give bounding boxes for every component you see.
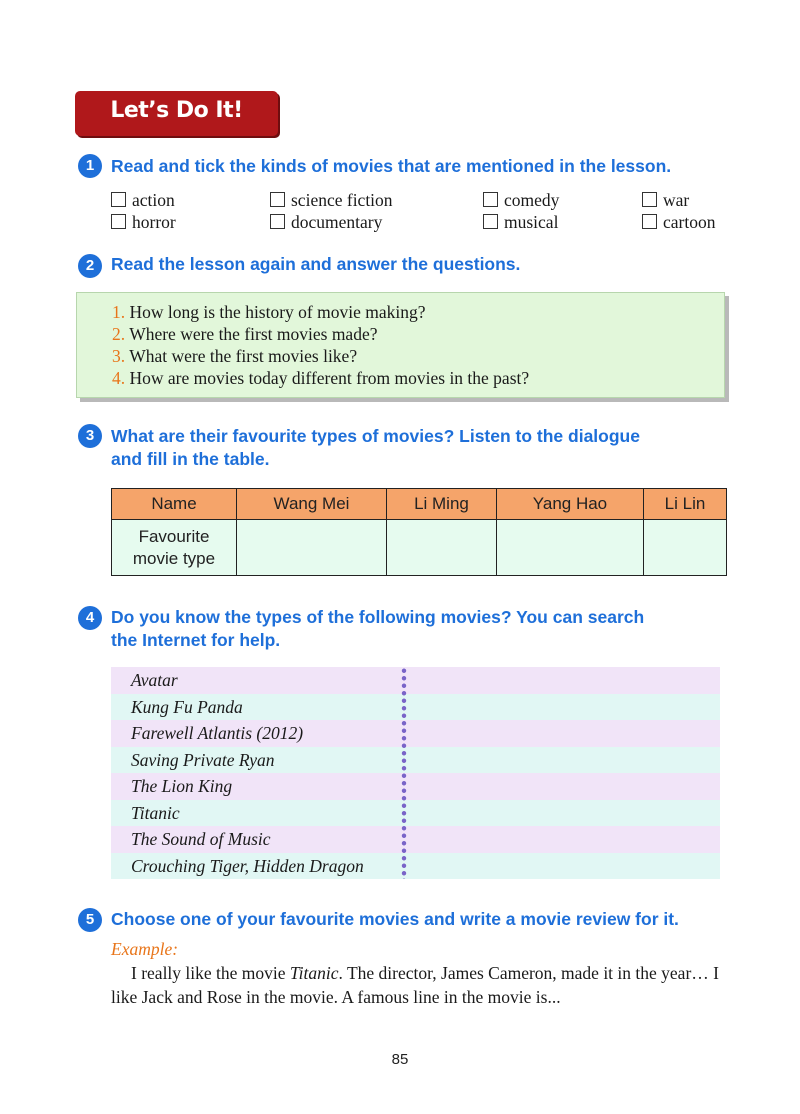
question-5-number: 5: [78, 908, 102, 932]
checkbox[interactable]: [111, 192, 126, 207]
question-line: 3. What were the first movies like?: [112, 346, 358, 366]
question-3-number: 3: [78, 424, 102, 448]
header-cell: Yang Hao: [496, 489, 643, 520]
answer-cell-li-lin[interactable]: [644, 520, 727, 576]
checkbox-item-horror[interactable]: horror: [111, 211, 176, 233]
questions-box: [76, 292, 725, 398]
answer-cell-wang-mei[interactable]: [237, 520, 387, 576]
page-number: 85: [391, 1051, 409, 1068]
table-row: [112, 520, 727, 576]
movie-row: Farewell Atlantis (2012): [111, 720, 720, 747]
checkbox-item-comedy[interactable]: comedy: [483, 189, 559, 211]
checkbox[interactable]: [270, 192, 285, 207]
banner-title: Let’s Do It!: [110, 98, 243, 123]
question-5-title: Choose one of your favourite movies and write a movie review for it.: [111, 909, 679, 929]
row-label: Favourite movie type: [112, 520, 237, 576]
example-label: Example:: [111, 939, 179, 959]
movie-row: The Lion King: [111, 773, 720, 800]
header-cell: Li Ming: [387, 489, 497, 520]
question-4-title: Do you know the types of the following movies? You can search the Internet for help.: [111, 607, 645, 650]
checkbox-item-science-fiction[interactable]: science fiction: [270, 189, 393, 211]
checkbox[interactable]: [642, 214, 657, 229]
answer-cell-li-ming[interactable]: [387, 520, 497, 576]
movie-row: Kung Fu Panda: [111, 694, 720, 721]
header-cell: Wang Mei: [237, 489, 387, 520]
movie-row: Titanic: [111, 800, 720, 827]
checkbox[interactable]: [642, 192, 657, 207]
checkbox-item-cartoon[interactable]: cartoon: [642, 211, 715, 233]
question-1-title: Read and tick the kinds of movies that are mentioned in the lesson.: [111, 156, 672, 176]
checkbox[interactable]: [483, 192, 498, 207]
checkbox[interactable]: [111, 214, 126, 229]
movie-row: The Sound of Music: [111, 826, 720, 853]
checkbox-item-war[interactable]: war: [642, 189, 689, 211]
movie-row: Avatar: [111, 667, 720, 694]
checkbox[interactable]: [483, 214, 498, 229]
movie-list: [111, 667, 720, 879]
section-banner: [75, 91, 278, 136]
answer-cell-yang-hao[interactable]: [496, 520, 643, 576]
table-header-row: [112, 489, 727, 520]
example-text: I really like the movie Titanic. The director, James Cameron, made it in the year… I like Jack and Rose in the movie. A famous line in the movie is...: [111, 963, 719, 1007]
question-line: 4. How are movies today different from movies in the past?: [112, 368, 530, 388]
question-2-number: 2: [78, 254, 102, 278]
question-line: 1. How long is the history of movie making?: [112, 302, 426, 322]
dotted-divider: [401, 667, 407, 879]
question-1-number: 1: [78, 154, 102, 178]
checkbox-item-documentary[interactable]: documentary: [270, 211, 382, 233]
movie-row: Crouching Tiger, Hidden Dragon: [111, 853, 720, 880]
question-line: 2. Where were the first movies made?: [112, 324, 378, 344]
question-4-number: 4: [78, 606, 102, 630]
favourite-movies-table: [111, 488, 727, 576]
question-2-title: Read the lesson again and answer the questions.: [111, 254, 521, 274]
checkbox[interactable]: [270, 214, 285, 229]
header-cell: Name: [112, 489, 237, 520]
movie-row: Saving Private Ryan: [111, 747, 720, 774]
checkbox-item-action[interactable]: action: [111, 189, 175, 211]
checkbox-item-musical[interactable]: musical: [483, 211, 558, 233]
question-3-title: What are their favourite types of movies? Listen to the dialogue and fill in the table.: [111, 426, 640, 469]
header-cell: Li Lin: [644, 489, 727, 520]
